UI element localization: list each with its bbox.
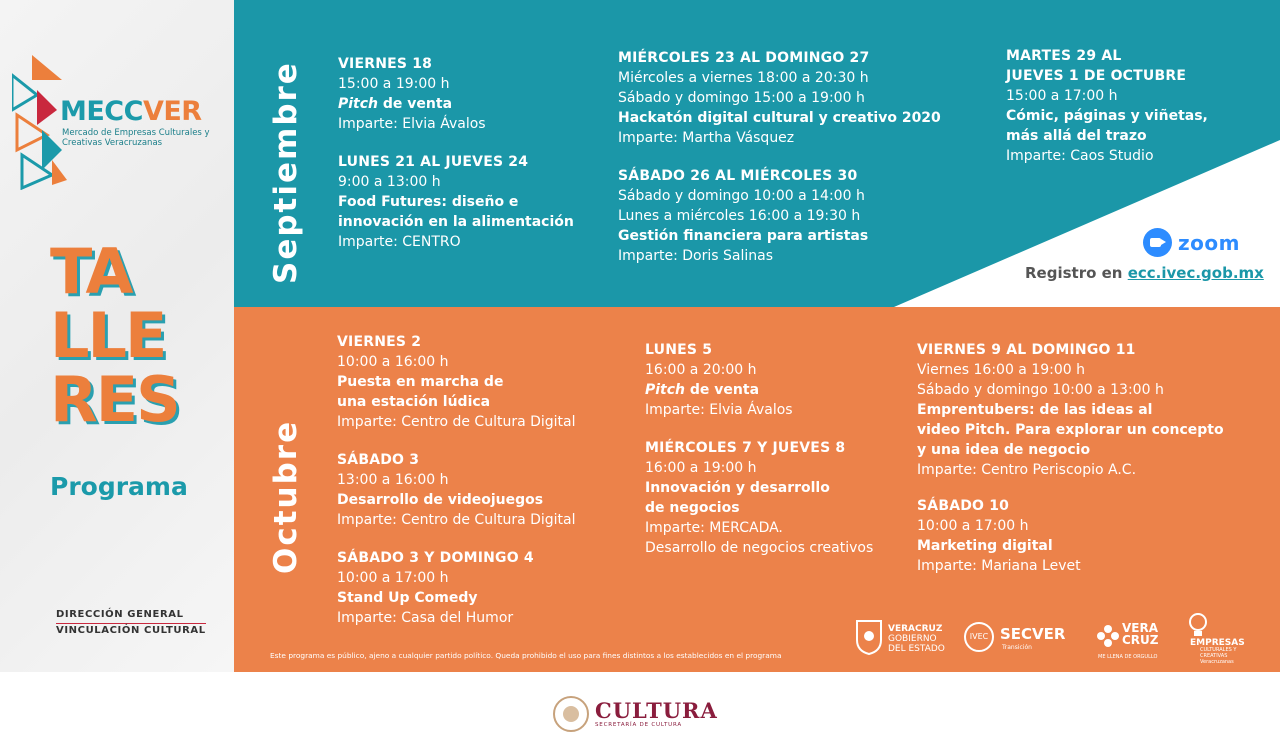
ivec-logo: IVEC [964, 622, 994, 652]
event-oct-1 [337, 332, 576, 432]
event-imparte: Imparte: Martha Vásquez [618, 130, 795, 146]
event-imparte: Imparte: Centro de Cultura Digital [337, 512, 576, 528]
event-time: 16:00 a 20:00 h [645, 362, 757, 378]
event-oct-3 [337, 548, 534, 628]
event-title: Pitch de venta [338, 96, 453, 112]
event-imparte: Imparte: Doris Salinas [618, 248, 773, 264]
event-imparte: Imparte: CENTRO [338, 234, 461, 250]
secver-sub: Transición [1002, 644, 1032, 651]
event-title: más allá del trazo [1006, 128, 1147, 144]
event-title: y una idea de negocio [917, 442, 1091, 458]
event-title: Desarrollo de videojuegos [337, 492, 544, 508]
cultura-word: CULTURA [595, 698, 718, 723]
event-title: Gestión financiera para artistas [618, 228, 869, 244]
secver-logo: SECVER [1000, 625, 1066, 643]
month-septiembre: Septiembre [268, 61, 304, 284]
event-title: Cómic, páginas y viñetas, [1006, 108, 1208, 124]
sponsor-logos [854, 612, 1264, 665]
event-date: VIERNES 2 [337, 334, 422, 350]
event-time: Sábado y domingo 15:00 a 19:00 h [618, 90, 865, 106]
event-sep-5 [1006, 46, 1208, 166]
event-imparte: Imparte: Elvia Ávalos [645, 402, 793, 418]
talleres-title [50, 235, 179, 436]
event-date: VIERNES 18 [338, 56, 433, 72]
event-title: Hackatón digital cultural y creativo 2020 [618, 110, 941, 126]
veracruz-orgullo-logo: VERA CRUZ [1122, 621, 1159, 647]
zoom-camera-icon [1143, 228, 1172, 257]
event-date: MARTES 29 AL [1006, 48, 1122, 64]
cultura-logo [553, 696, 718, 732]
event-title: Marketing digital [917, 538, 1053, 554]
event-extra: Desarrollo de negocios creativos [645, 540, 874, 556]
event-oct-5 [645, 438, 873, 558]
programa-label: Programa [50, 472, 188, 501]
event-time: 15:00 a 19:00 h [338, 76, 450, 92]
event-time: 10:00 a 17:00 h [917, 518, 1029, 534]
event-title: Stand Up Comedy [337, 590, 478, 606]
event-sep-1 [338, 54, 486, 134]
event-imparte: Imparte: Casa del Humor [337, 610, 514, 626]
event-title: una estación lúdica [337, 394, 491, 410]
event-title: Emprentubers: de las ideas al [917, 402, 1153, 418]
event-time: 10:00 a 17:00 h [337, 570, 449, 586]
secretaria-cultura: SECRETARÍA DE CULTURA [595, 722, 682, 728]
direccion-general-logo [56, 608, 206, 638]
event-oct-2 [337, 450, 576, 530]
event-date: SÁBADO 10 [917, 498, 1010, 514]
talleres-line-2: LLE [50, 299, 166, 372]
direccion-line-2: VINCULACIÓN CULTURAL [56, 625, 206, 636]
event-time: Viernes 16:00 a 19:00 h [917, 362, 1086, 378]
event-imparte: Imparte: Elvia Ávalos [338, 116, 486, 132]
event-sep-3 [618, 48, 941, 148]
left-panel [0, 0, 234, 672]
event-time: Miércoles a viernes 18:00 a 20:30 h [618, 70, 869, 86]
registro-text: Registro en ecc.ivec.gob.mx [1025, 264, 1264, 282]
event-title: de negocios [645, 500, 740, 516]
event-imparte: Imparte: Mariana Levet [917, 558, 1081, 574]
month-octubre: Octubre [268, 419, 304, 574]
event-time: 9:00 a 13:00 h [338, 174, 441, 190]
event-date: LUNES 21 AL JUEVES 24 [338, 154, 529, 170]
talleres-line-3: RES [50, 363, 179, 436]
event-sep-4 [618, 166, 868, 266]
event-date: JUEVES 1 DE OCTUBRE [1006, 68, 1187, 84]
event-date: LUNES 5 [645, 342, 713, 358]
event-oct-4 [645, 340, 793, 420]
event-title: innovación en la alimentación [338, 214, 574, 230]
event-time: Sábado y domingo 10:00 a 14:00 h [618, 188, 865, 204]
event-date: MIÉRCOLES 7 Y JUEVES 8 [645, 440, 846, 456]
event-sep-2 [338, 152, 574, 252]
mexico-seal-icon [553, 696, 589, 732]
event-oct-6 [917, 340, 1224, 480]
veracruz-flower-icon [1096, 624, 1120, 648]
disclaimer-text: Este programa es público, ajeno a cualquier partido político. Queda prohibido el uso para fines distintos a los establecidos en el programa [270, 651, 782, 660]
talleres-line-1: TA [50, 235, 132, 308]
veracruz-shield-icon [854, 618, 884, 656]
event-date: VIERNES 9 AL DOMINGO 11 [917, 342, 1136, 358]
veracruz-orgullo-sub: ME LLENA DE ORGULLO [1098, 654, 1158, 660]
event-time: Sábado y domingo 10:00 a 13:00 h [917, 382, 1164, 398]
event-time: 13:00 a 16:00 h [337, 472, 449, 488]
zoom-logo [1143, 228, 1240, 257]
event-oct-7 [917, 496, 1081, 576]
event-imparte: Imparte: Caos Studio [1006, 148, 1154, 164]
event-title: Puesta en marcha de [337, 374, 504, 390]
event-date: MIÉRCOLES 23 AL DOMINGO 27 [618, 50, 870, 66]
event-date: SÁBADO 3 Y DOMINGO 4 [337, 550, 534, 566]
lightbulb-icon [1188, 612, 1208, 640]
event-date: SÁBADO 26 AL MIÉRCOLES 30 [618, 168, 858, 184]
event-time: 10:00 a 16:00 h [337, 354, 449, 370]
zoom-word: zoom [1178, 230, 1240, 255]
event-title: video Pitch. Para explorar un concepto [917, 422, 1224, 438]
event-imparte: Imparte: Centro de Cultura Digital [337, 414, 576, 430]
registro-link[interactable]: ecc.ivec.gob.mx [1127, 264, 1264, 282]
event-title: Pitch de venta [645, 382, 760, 398]
event-date: SÁBADO 3 [337, 452, 420, 468]
meccver-logo-text: MECCVER [60, 96, 202, 127]
direccion-line-1: DIRECCIÓN GENERAL [56, 608, 206, 624]
event-title: Innovación y desarrollo [645, 480, 830, 496]
event-imparte: Imparte: MERCADA. [645, 520, 783, 536]
event-title: Food Futures: diseño e [338, 194, 519, 210]
event-time: 15:00 a 17:00 h [1006, 88, 1118, 104]
empresas-logo: EMPRESAS [1190, 638, 1245, 648]
event-time: 16:00 a 19:00 h [645, 460, 757, 476]
veracruz-gobierno-logo: VERACRUZ GOBIERNO DEL ESTADO [888, 624, 945, 654]
empresas-sub: CULTURALES Y CREATIVAS Veracruzanas [1200, 647, 1237, 665]
event-time: Lunes a miércoles 16:00 a 19:30 h [618, 208, 861, 224]
meccver-subtitle: Mercado de Empresas Culturales y Creativas Veracruzanas [62, 128, 210, 148]
event-imparte: Imparte: Centro Periscopio A.C. [917, 462, 1137, 478]
